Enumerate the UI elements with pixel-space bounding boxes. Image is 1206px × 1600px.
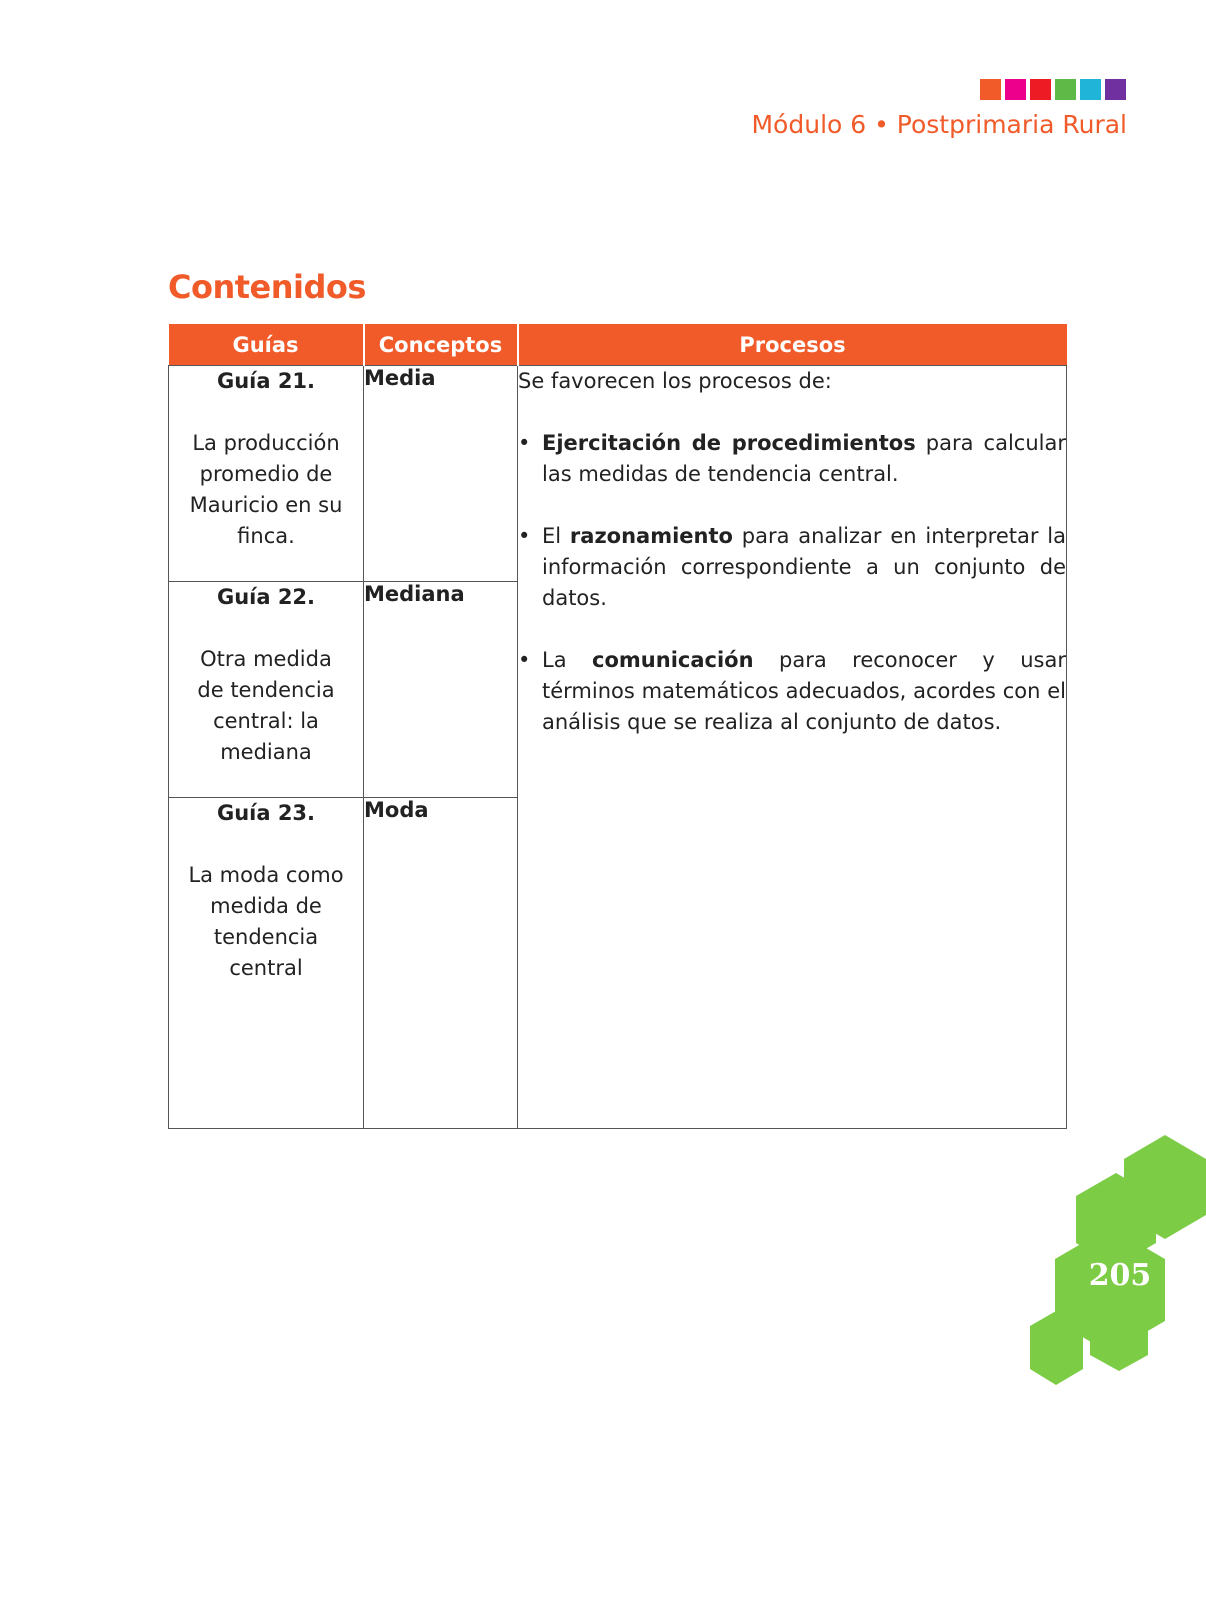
guide-cell xyxy=(169,582,364,798)
list-item xyxy=(518,645,1066,738)
guide-number: Guía 21. xyxy=(216,369,316,393)
column-header-concepts: Conceptos xyxy=(364,324,518,366)
guide-description: La producción promedio de Mauricio en su finca. xyxy=(189,431,343,548)
color-swatch-bar xyxy=(980,79,1126,100)
bullet-icon: • xyxy=(518,524,531,548)
color-swatch xyxy=(980,79,1001,100)
page-number: 205 xyxy=(1088,1258,1152,1293)
concept-cell: Moda xyxy=(364,798,518,1129)
guide-cell xyxy=(169,366,364,582)
process-text: para calcular las medidas de tendencia central. xyxy=(542,431,1066,486)
table-row xyxy=(169,366,1067,582)
process-keyword: comunicación xyxy=(592,648,754,672)
table-header-row xyxy=(169,324,1067,366)
section-title: Contenidos xyxy=(168,268,366,306)
concept-cell: Mediana xyxy=(364,582,518,798)
column-header-guides: Guías xyxy=(169,324,364,366)
contents-table xyxy=(168,324,1067,1129)
guide-number: Guía 22. xyxy=(216,585,316,609)
process-keyword: razonamiento xyxy=(569,524,733,548)
list-item xyxy=(518,521,1066,614)
guide-description: Otra medida de tendencia central: la mediana xyxy=(197,647,335,764)
running-header: Módulo 6 • Postprimaria Rural xyxy=(751,110,1127,139)
color-swatch xyxy=(1055,79,1076,100)
guide-description: La moda como medida de tendencia central xyxy=(188,863,344,980)
processes-intro: Se favorecen los procesos de: xyxy=(518,369,832,393)
concept-cell: Media xyxy=(364,366,518,582)
color-swatch xyxy=(1030,79,1051,100)
bullet-icon: • xyxy=(518,431,531,455)
processes-list xyxy=(518,428,1066,738)
guide-number: Guía 23. xyxy=(216,801,316,825)
color-swatch xyxy=(1005,79,1026,100)
list-item xyxy=(518,428,1066,490)
process-text: para analizar en interpretar la información correspondiente a un conjunto de datos. xyxy=(542,524,1067,610)
bullet-icon: • xyxy=(518,648,531,672)
process-text: para reconocer y usar términos matemáticos adecuados, acordes con el análisis que se realiza al conjunto de datos. xyxy=(542,648,1066,734)
guide-cell xyxy=(169,798,364,1129)
color-swatch xyxy=(1080,79,1101,100)
color-swatch xyxy=(1105,79,1126,100)
process-keyword: Ejercitación de procedimientos xyxy=(542,431,916,455)
process-prefix: El xyxy=(542,524,570,548)
column-header-processes: Procesos xyxy=(518,324,1067,366)
process-prefix: La xyxy=(542,648,593,672)
processes-cell xyxy=(518,366,1067,1129)
